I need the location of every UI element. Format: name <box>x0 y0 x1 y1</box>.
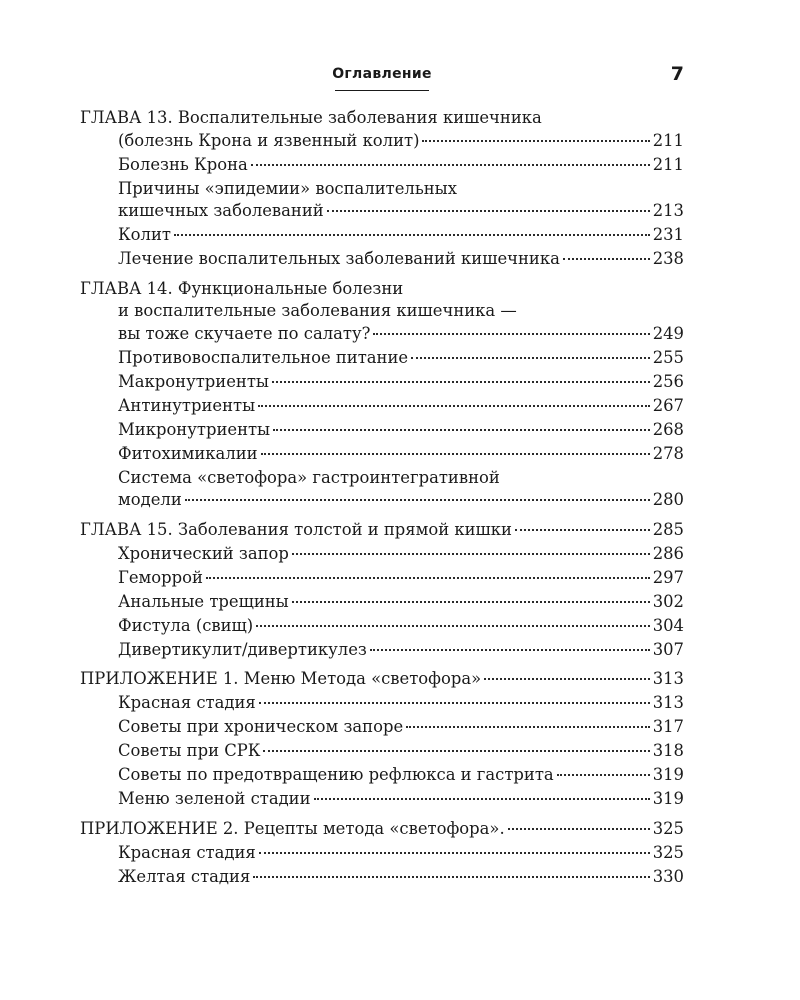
dot-leader <box>261 453 650 455</box>
toc-page-number: 307 <box>652 639 684 659</box>
toc-page-number: 267 <box>652 395 684 415</box>
toc-entry <box>80 543 684 566</box>
dot-leader <box>251 164 650 166</box>
toc-entry <box>80 248 684 271</box>
dot-leader <box>292 553 650 555</box>
toc-entry-title: ПРИЛОЖЕНИЕ 2. Рецепты метода «светофора». <box>80 818 505 838</box>
chapter-heading-line: ГЛАВА 13. Воспалительные заболевания кишечника <box>80 108 542 127</box>
toc-entry-row[interactable] <box>118 639 684 662</box>
dot-leader <box>258 405 650 407</box>
toc-entry <box>80 419 684 442</box>
toc-entry-row[interactable] <box>118 443 684 466</box>
page-number: 7 <box>670 63 684 85</box>
toc-entry-title: вы тоже скучаете по салату? <box>118 323 371 343</box>
toc-entry-title: Микронутриенты <box>118 419 271 439</box>
toc-entry-title: Советы при хроническом запоре <box>118 717 404 736</box>
toc-entry <box>80 692 684 715</box>
toc-chapter <box>80 668 684 811</box>
toc-entry-title: Красная стадия <box>118 693 256 712</box>
toc-page-number: 302 <box>652 591 684 611</box>
dot-leader <box>292 601 650 603</box>
toc-entry-title: Антинутриенты <box>118 395 256 415</box>
toc-entry-row[interactable] <box>118 842 684 865</box>
toc-entry-title: Дивертикулит/дивертикулез <box>118 639 367 659</box>
toc-entry-row[interactable] <box>118 567 684 590</box>
toc-chapter <box>80 519 684 662</box>
dot-leader <box>373 333 649 335</box>
toc-entry-line: Причины «эпидемии» воспалительных <box>118 178 457 198</box>
toc-entry-title: Фистула (свищ) <box>118 615 254 635</box>
dot-leader <box>259 702 650 704</box>
dot-leader <box>406 726 650 728</box>
toc-entry <box>80 866 684 889</box>
toc-page-number: 211 <box>652 130 684 150</box>
toc-entry-title: Фитохимикалии <box>118 443 258 463</box>
dot-leader <box>557 774 650 776</box>
toc-page-number: 325 <box>652 842 684 862</box>
toc-entry-title: Противовоспалительное питание <box>118 347 409 367</box>
toc-entry-row[interactable] <box>118 543 684 566</box>
toc-page-number: 278 <box>652 443 684 463</box>
toc-page-number: 249 <box>652 323 684 343</box>
toc-entry-row[interactable] <box>118 692 684 715</box>
toc-entry-title: Советы по предотвращению рефлюкса и гастрита <box>118 765 554 784</box>
dot-leader <box>263 750 649 752</box>
toc-entry-title: Советы при СРК <box>118 741 261 760</box>
toc-entry-row[interactable] <box>118 419 684 442</box>
toc-page-number: 304 <box>652 615 684 635</box>
toc-page-number: 231 <box>652 225 684 244</box>
toc-entry-row[interactable] <box>118 716 684 739</box>
dot-leader <box>256 625 650 627</box>
toc-entry-row[interactable] <box>118 200 684 223</box>
toc-entry-title: Болезнь Крона <box>118 154 248 174</box>
page-title: Оглавление <box>332 66 432 82</box>
chapter-heading[interactable] <box>80 323 684 346</box>
toc-entry <box>80 371 684 394</box>
toc-entry-title: модели <box>118 490 182 509</box>
dot-leader <box>273 429 650 431</box>
toc-entry <box>80 615 684 638</box>
toc-entry <box>80 178 684 223</box>
toc-chapter <box>80 107 684 271</box>
toc-entry-row[interactable] <box>118 371 684 394</box>
dot-leader <box>259 852 650 854</box>
toc-entry-row[interactable] <box>118 224 684 247</box>
toc-entry <box>80 347 684 370</box>
toc-page-number: 319 <box>652 765 684 784</box>
toc-entry-row[interactable] <box>118 395 684 418</box>
chapter-heading[interactable] <box>80 818 684 841</box>
toc-entry-row[interactable] <box>118 615 684 638</box>
toc-entry-title: Желтая стадия <box>118 866 251 886</box>
toc-entry <box>80 567 684 590</box>
table-of-contents <box>80 107 684 895</box>
toc-page-number: 256 <box>652 371 684 391</box>
chapter-heading[interactable] <box>80 519 684 542</box>
dot-leader <box>327 210 650 212</box>
toc-page-number: 330 <box>652 866 684 886</box>
dot-leader <box>508 828 650 830</box>
toc-chapter <box>80 818 684 889</box>
toc-page-number: 285 <box>652 519 684 539</box>
toc-entry-row[interactable] <box>118 764 684 787</box>
toc-entry <box>80 740 684 763</box>
dot-leader <box>484 678 650 680</box>
toc-entry-title: Анальные трещины <box>118 591 289 611</box>
toc-entry-title: Красная стадия <box>118 842 256 862</box>
toc-entry-line: Система «светофора» гастроинтегративной <box>118 467 500 487</box>
toc-entry-row[interactable] <box>118 788 684 811</box>
toc-page-number: 325 <box>652 818 684 838</box>
toc-entry <box>80 224 684 247</box>
toc-entry-row[interactable] <box>118 154 684 177</box>
dot-leader <box>185 499 650 501</box>
toc-entry-title: кишечных заболеваний <box>118 201 324 220</box>
toc-entry <box>80 764 684 787</box>
toc-entry <box>80 716 684 739</box>
toc-entry-row[interactable] <box>118 248 684 271</box>
toc-entry-title: Меню зеленой стадии <box>118 789 311 808</box>
dot-leader <box>314 798 650 800</box>
dot-leader <box>253 876 649 878</box>
toc-entry <box>80 591 684 614</box>
toc-page-number: 297 <box>652 567 684 587</box>
toc-entry-title: (болезнь Крона и язвенный колит) <box>118 130 420 150</box>
toc-entry-row[interactable] <box>118 347 684 370</box>
toc-entry <box>80 154 684 177</box>
toc-entry-row[interactable] <box>118 591 684 614</box>
toc-page-number: 211 <box>652 154 684 174</box>
toc-entry-title: Лечение воспалительных заболеваний кишечника <box>118 249 560 268</box>
dot-leader <box>370 649 650 651</box>
toc-page-number: 280 <box>652 490 684 509</box>
toc-entry-title: Макронутриенты <box>118 371 269 391</box>
toc-chapter <box>80 278 684 512</box>
toc-page-number: 286 <box>652 543 684 563</box>
chapter-heading[interactable] <box>80 130 684 153</box>
dot-leader <box>411 357 650 359</box>
toc-entry-title: Колит <box>118 225 171 244</box>
running-head <box>80 63 684 92</box>
toc-entry-row[interactable] <box>118 740 684 763</box>
toc-entry <box>80 467 684 512</box>
toc-page-number: 238 <box>652 249 684 268</box>
toc-entry-title: ПРИЛОЖЕНИЕ 1. Меню Метода «светофора» <box>80 669 482 688</box>
dot-leader <box>422 140 649 142</box>
toc-entry-title: Геморрой <box>118 567 203 587</box>
chapter-heading-line: и воспалительные заболевания кишечника — <box>118 301 517 320</box>
chapter-heading[interactable] <box>80 668 684 691</box>
dot-leader <box>563 258 650 260</box>
toc-entry-row[interactable] <box>118 489 684 512</box>
dot-leader <box>206 577 650 579</box>
chapter-heading-line: ГЛАВА 14. Функциональные болезни <box>80 278 404 298</box>
title-underline <box>335 90 429 91</box>
toc-entry <box>80 788 684 811</box>
toc-page-number: 319 <box>652 789 684 808</box>
toc-entry <box>80 443 684 466</box>
dot-leader <box>272 381 650 383</box>
toc-entry-title: ГЛАВА 15. Заболевания толстой и прямой кишки <box>80 519 512 539</box>
toc-page-number: 255 <box>652 347 684 367</box>
toc-entry-title: Хронический запор <box>118 543 289 563</box>
toc-page-number: 318 <box>652 741 684 760</box>
toc-entry <box>80 395 684 418</box>
toc-entry <box>80 842 684 865</box>
dot-leader <box>174 234 650 236</box>
toc-page-number: 268 <box>652 419 684 439</box>
toc-page-number: 317 <box>652 717 684 736</box>
toc-entry-row[interactable] <box>118 866 684 889</box>
toc-page-number: 213 <box>652 201 684 220</box>
toc-page-number: 313 <box>652 693 684 712</box>
dot-leader <box>515 529 650 531</box>
toc-entry <box>80 639 684 662</box>
toc-page-number: 313 <box>652 669 684 688</box>
